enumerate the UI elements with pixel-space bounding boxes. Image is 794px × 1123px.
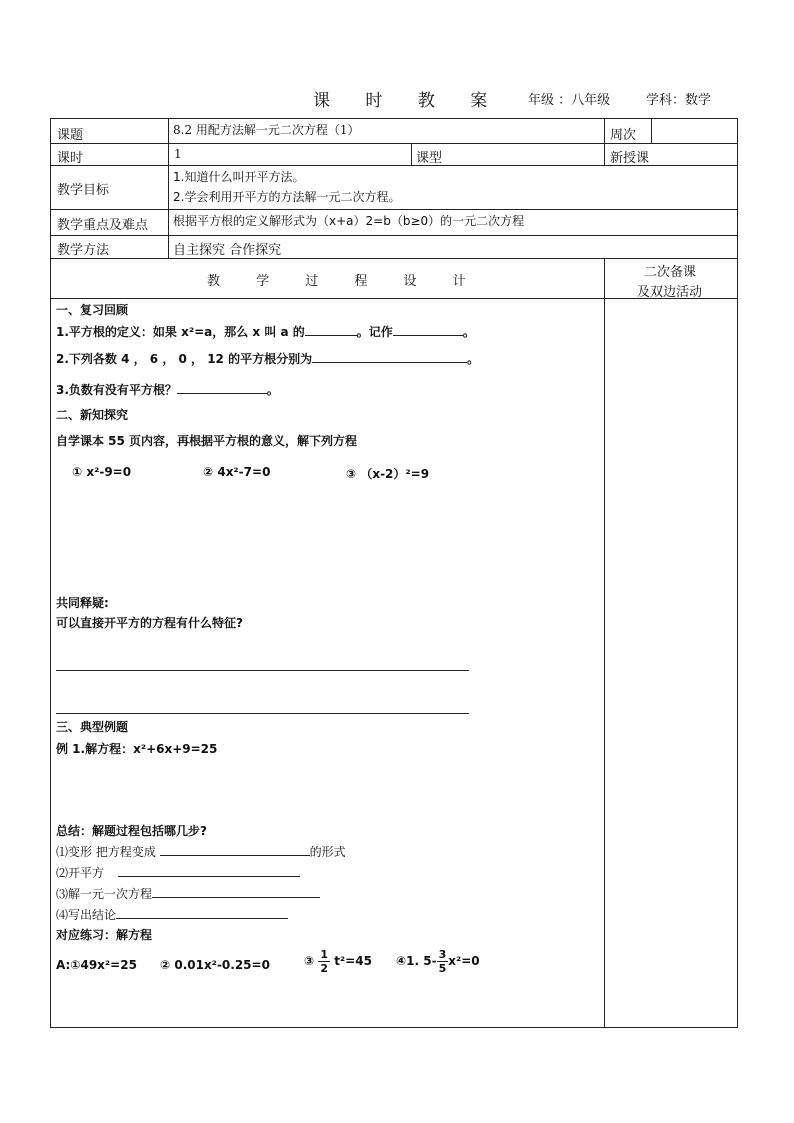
table-border-left xyxy=(50,118,51,1028)
answer-blank xyxy=(118,864,300,877)
fraction: $\frac{3}{5}$ xyxy=(438,948,447,975)
practice-title: 对应练习：解方程 xyxy=(56,928,153,942)
question-1: 1.平方根的定义：如果 x²=a，那么 x 叫 a 的 。记作 。 xyxy=(56,325,475,339)
summary-text: 总结：解题过程包括哪几步? xyxy=(56,824,207,838)
step-4: ⑷写出结论 xyxy=(56,906,288,923)
answer-line xyxy=(56,713,469,714)
lesson-type-label: 课型 xyxy=(416,151,443,166)
table-border-right xyxy=(737,118,738,1028)
answer-blank xyxy=(116,906,288,919)
table-line xyxy=(651,118,652,144)
topic-label: 课题 xyxy=(57,128,84,143)
example-1: 例 1.解方程：x²+6x+9=25 xyxy=(56,742,218,756)
practice-b: ② 0.01x²-0.25=0 xyxy=(160,958,270,972)
table-border-top xyxy=(50,118,738,119)
answer-blank xyxy=(393,323,463,336)
table-line xyxy=(411,143,412,166)
objective-2: 2.学会利用开平方的方法解一元二次方程。 xyxy=(173,190,401,204)
equation-2: ② 4x²-7=0 xyxy=(203,465,271,479)
table-line xyxy=(50,209,738,210)
topic-value: 8.2 用配方法解一元二次方程（1） xyxy=(173,123,360,137)
section-explore-title: 二、新知探究 xyxy=(56,408,129,422)
answer-blank xyxy=(177,381,267,394)
step-2: ⑵开平方 xyxy=(56,864,300,881)
process-header: 教 学 过 程 设 计 xyxy=(207,274,482,289)
table-line xyxy=(50,258,738,259)
step-1: ⑴变形 把方程变成 的形式 xyxy=(56,845,346,859)
discuss-question: 可以直接开平方的方程有什么特征? xyxy=(56,616,243,630)
key-points-label: 教学重点及难点 xyxy=(57,218,149,233)
question-3: 3.负数有没有平方根？ 。 xyxy=(56,383,279,397)
answer-blank xyxy=(160,843,310,856)
period-label: 课时 xyxy=(57,151,84,166)
method-label: 教学方法 xyxy=(57,243,110,258)
table-line xyxy=(50,235,738,236)
answer-blank xyxy=(152,885,320,898)
equation-1: ① x²-9=0 xyxy=(72,465,132,479)
side-header-line2: 及双边活动 xyxy=(637,285,703,300)
table-border-bottom xyxy=(50,1027,738,1028)
self-study-text: 自学课本 55 页内容，再根据平方根的意义，解下列方程 xyxy=(56,434,358,448)
table-line xyxy=(168,118,169,258)
key-points-value: 根据平方根的定义解形式为（x+a）2=b（b≥0）的一元二次方程 xyxy=(173,214,525,228)
table-line xyxy=(50,143,738,144)
period-value: 1 xyxy=(174,147,182,161)
objective-1: 1.知道什么叫开平方法。 xyxy=(173,170,305,184)
week-label: 周次 xyxy=(610,128,637,143)
section-example-title: 三、典型例题 xyxy=(56,720,129,734)
practice-d: ④1. 5- $\frac{3}{5}$ x²=0 xyxy=(396,948,480,975)
answer-line xyxy=(56,670,469,671)
objectives-label: 教学目标 xyxy=(57,183,110,198)
side-header-line1: 二次备课 xyxy=(644,265,697,280)
discuss-title: 共同释疑: xyxy=(56,596,109,610)
answer-blank xyxy=(305,323,357,336)
table-line xyxy=(50,298,738,299)
table-line xyxy=(604,118,605,166)
lesson-type-value: 新授课 xyxy=(610,151,650,166)
page-title: 课 时 教 案 xyxy=(313,91,503,111)
practice-c: ③ $\frac{1}{2}$ t²=45 xyxy=(304,948,372,975)
table-line xyxy=(604,258,605,1028)
method-value: 自主探究 合作探究 xyxy=(173,243,282,258)
fraction: $\frac{1}{2}$ xyxy=(320,948,329,975)
answer-blank xyxy=(312,350,467,363)
grade-label: 年级 ：八年级 xyxy=(528,93,611,108)
equation-3: ③ （x-2）²=9 xyxy=(346,467,430,481)
practice-a: A:①49x²=25 xyxy=(56,958,137,972)
step-3: ⑶解一元一次方程 xyxy=(56,885,320,902)
question-2: 2.下列各数 4 ， 6 ， 0 ， 12 的平方根分别为 。 xyxy=(56,352,480,366)
subject-label: 学科：数学 xyxy=(646,93,712,108)
section-review-title: 一、复习回顾 xyxy=(56,303,129,317)
